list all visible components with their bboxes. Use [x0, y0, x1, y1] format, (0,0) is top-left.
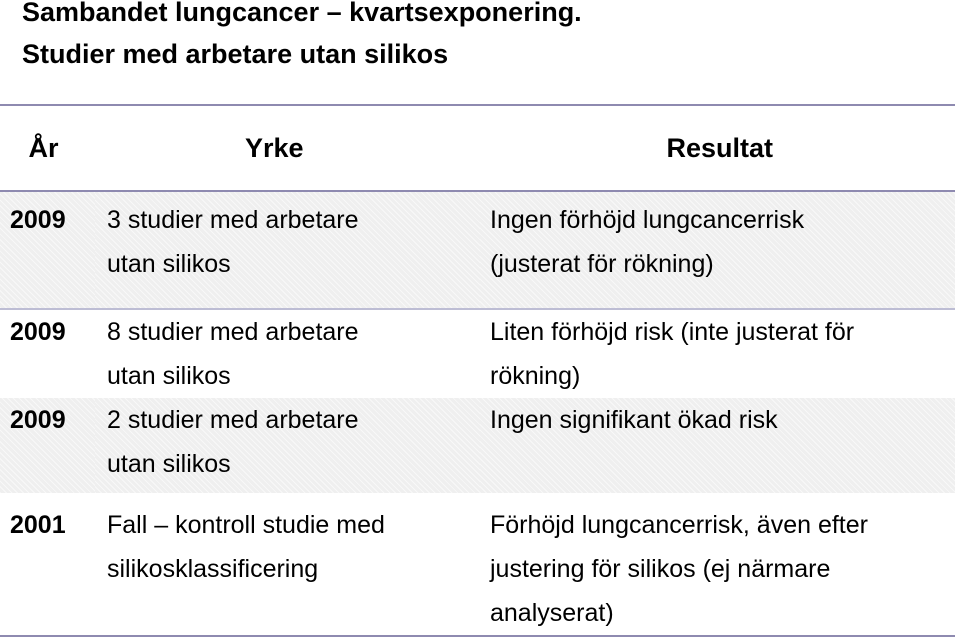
row-yrke-line: Fall – kontroll studie med	[107, 511, 385, 539]
table-row	[0, 398, 955, 493]
row-year: 2009	[0, 191, 95, 309]
row-resultat	[480, 191, 955, 309]
table-header-row	[0, 105, 955, 191]
title-line-2: Studier med arbetare utan silikos	[22, 39, 449, 69]
row-yrke-line: 3 studier med arbetare	[107, 206, 359, 234]
row-resultat-line: analyserat)	[490, 599, 614, 627]
header-yrke: Yrke	[95, 105, 480, 191]
row-resultat-line: Ingen förhöjd lungcancerrisk	[490, 206, 805, 234]
row-year: 2009	[10, 318, 66, 346]
table-row	[0, 309, 955, 398]
row-yrke	[95, 398, 480, 493]
row-yrke	[95, 191, 480, 309]
slide-title	[22, 0, 582, 70]
row-resultat-line: Ingen signifikant ökad risk	[490, 406, 778, 434]
row-yrke-line: utan silikos	[107, 362, 231, 390]
table-row	[0, 493, 955, 636]
row-resultat	[480, 493, 955, 636]
row-yrke	[95, 493, 480, 636]
row-resultat	[480, 309, 955, 398]
header-year: År	[0, 105, 95, 191]
row-resultat-line: Liten förhöjd risk (inte justerat för	[490, 318, 855, 346]
row-yrke-line: silikosklassificering	[107, 555, 319, 583]
row-yrke-line: utan silikos	[107, 450, 231, 478]
table-row	[0, 191, 955, 309]
row-resultat	[480, 398, 955, 493]
header-resultat: Resultat	[480, 105, 955, 191]
row-yrke	[95, 309, 480, 398]
row-resultat-line: Förhöjd lungcancerrisk, även efter	[490, 511, 868, 539]
row-resultat-line: justering för silikos (ej närmare	[490, 555, 831, 583]
row-yrke-line: utan silikos	[107, 250, 231, 278]
studies-table	[0, 104, 955, 637]
row-year: 2009	[0, 398, 95, 493]
title-line-1: Sambandet lungcancer – kvartsexponering.	[22, 0, 582, 27]
row-yrke-line: 2 studier med arbetare	[107, 406, 359, 434]
row-resultat-line: rökning)	[490, 362, 581, 390]
row-yrke-line: 8 studier med arbetare	[107, 318, 359, 346]
row-resultat-line: (justerat för rökning)	[490, 250, 714, 278]
row-year: 2001	[0, 493, 95, 636]
